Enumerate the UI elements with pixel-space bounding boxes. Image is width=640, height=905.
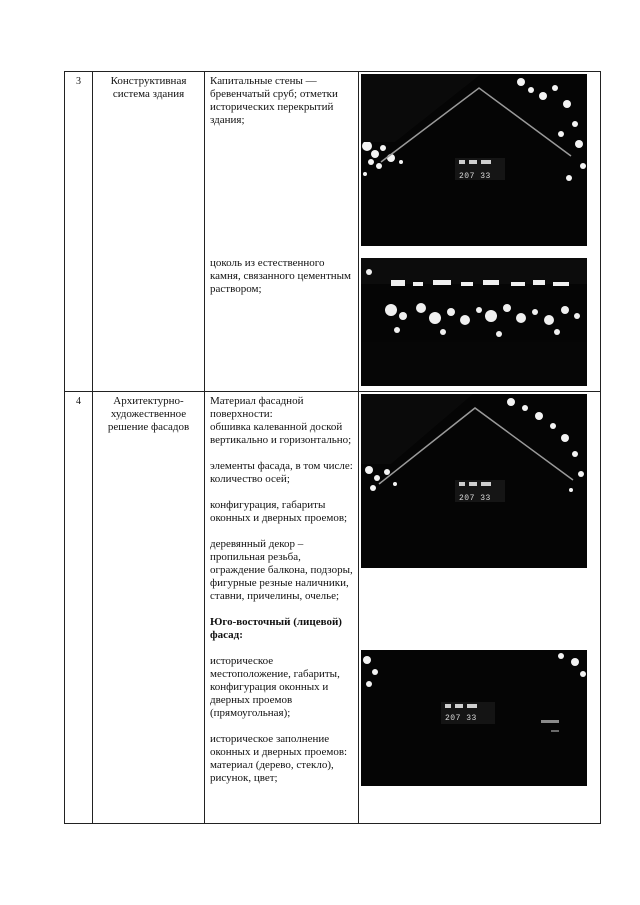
description-text: историческое местоположение, габариты, конфигурация оконных и дверных проемов (прямоугольная); <box>210 655 340 719</box>
description-text: количество осей; <box>210 473 290 485</box>
row-number: 4 <box>65 392 93 824</box>
description-text: обшивка калеванной доской вертикально и горизонтально; <box>210 421 352 446</box>
feature-description <box>205 72 359 392</box>
photo-stone-plinth <box>361 258 587 386</box>
house-number-plate: 207 33 <box>459 172 491 181</box>
description-text: элементы фасада, в том числе: <box>210 460 353 472</box>
feature-description <box>205 392 359 824</box>
feature-name: Архитектурно-художественное решение фасадов <box>93 392 205 824</box>
photo-facade-general <box>361 394 587 568</box>
table-row <box>65 72 601 392</box>
description-text: конфигурация, габариты оконных и дверных проемов; <box>210 499 348 524</box>
house-number-plate: 207 33 <box>459 494 491 503</box>
photo-cell <box>359 392 601 824</box>
photo-cell <box>359 72 601 392</box>
description-text: Материал фасадной поверхности: <box>210 395 304 420</box>
table-row <box>65 392 601 824</box>
row-number: 3 <box>65 72 93 392</box>
description-text: цоколь из естественного камня, связанного цементным раствором; <box>210 257 351 295</box>
feature-name: Конструктивная система здания <box>93 72 205 392</box>
protection-subjects-table <box>64 71 601 824</box>
description-text: Капитальные стены — бревенчатый сруб; отметки исторических перекрытий здания; <box>210 75 338 126</box>
facade-heading: Юго-восточный (лицевой) фасад: <box>210 616 342 641</box>
photo-house-gable <box>361 74 587 246</box>
house-number-plate: 207 33 <box>445 714 477 723</box>
description-text: деревянный декор – пропильная резьба, ограждение балкона, подзоры, фигурные резные наличники, ставни, причелины, очелье; <box>210 538 353 602</box>
photo-southeast-facade <box>361 650 587 786</box>
description-text: историческое заполнение оконных и дверных проемов: материал (дерево, стекло), рисунок, цвет; <box>210 733 348 784</box>
